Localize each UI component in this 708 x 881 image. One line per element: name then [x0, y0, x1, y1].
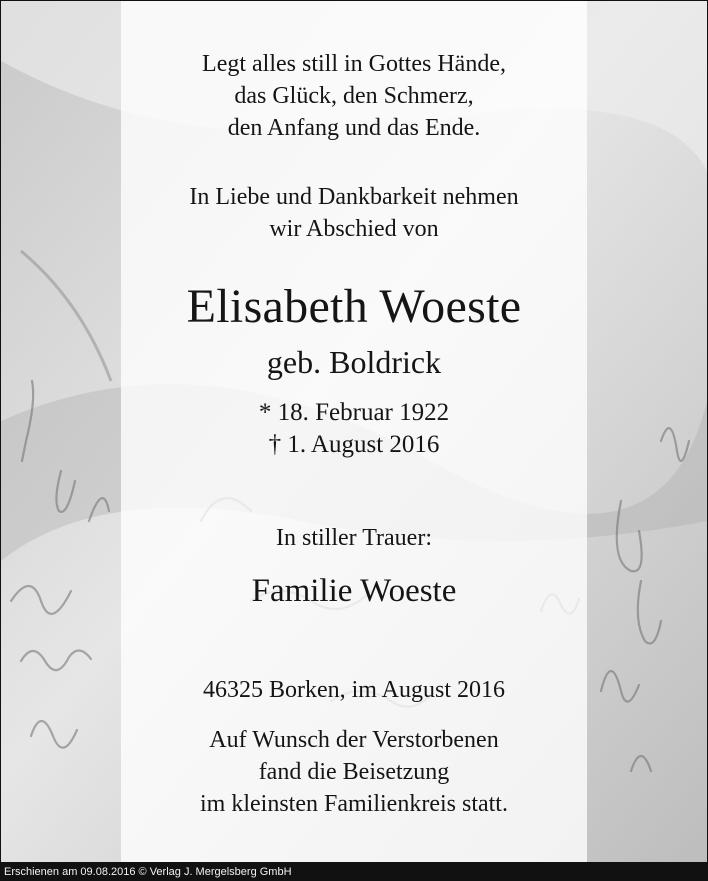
family-name: Familie Woeste — [251, 573, 457, 609]
note-line: fand die Beisetzung — [258, 759, 450, 785]
burial-note — [121, 724, 587, 820]
maiden-name: geb. Boldrick — [266, 344, 442, 380]
note-line: im kleinsten Familienkreis statt. — [200, 791, 508, 817]
death-date: † 1. August 2016 — [268, 431, 440, 458]
place-date: 46325 Borken, im August 2016 — [202, 677, 505, 703]
note-line: Auf Wunsch der Verstorbenen — [209, 727, 499, 753]
birth-date: * 18. Februar 1922 — [258, 399, 450, 426]
farewell-intro — [121, 181, 587, 245]
intro-line: wir Abschied von — [269, 216, 439, 242]
deceased-name: Elisabeth Woeste — [186, 280, 522, 333]
publication-footer: Erschienen am 09.08.2016 © Verlag J. Mergelsberg GmbH — [0, 863, 708, 881]
poem-line: Legt alles still in Gottes Hände, — [202, 51, 506, 77]
poem-line: den Anfang und das Ende. — [227, 115, 481, 141]
life-dates — [121, 397, 587, 461]
intro-line: In Liebe und Dankbarkeit nehmen — [189, 184, 519, 210]
poem — [121, 48, 587, 144]
mourning-heading: In stiller Trauer: — [276, 525, 432, 551]
poem-line: das Glück, den Schmerz, — [234, 83, 474, 109]
